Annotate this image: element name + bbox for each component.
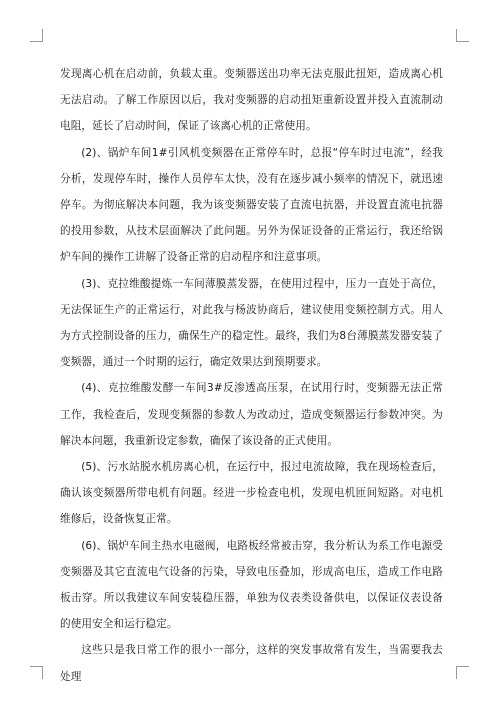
paragraph-item-6: (6)、锅炉车间主热水电磁阀，电路板经常被击穿，我分析认为系工作电源受变频器及其它直流电气设备的污染，导致电压叠加，形成高电压，造成工作电路板击穿。所以我建议车间安装稳压器，单独为仪表类设备供电，以保证仪表设备的使用安全和运行稳定。 [60,539,443,631]
paragraph-continuation: 发现离心机在启动前，负载太重。变频器送出功率无法克服此扭矩，造成离心机无法启动。了解工作原因以后，我对变频器的启动扭矩重新设置并投入直流制动电阻，延长了启动时间，保证了该离心机的正常使用。 [60,68,443,133]
paragraph-closing: 这些只是我日常工作的很小一部分，这样的突发事故常有发生，当需要我去处理 [60,644,443,683]
paragraph-item-3: (3)、克拉维酸提炼一车间薄膜蒸发器，在使用过程中，压力一直处于高位，无法保证生产的正常运行，对此我与杨波协商后，建议使用变频控制方式。用人为方式控制设备的压力，确保生产的稳定性。最终，我们为8台薄膜蒸发器安装了变频器，通过一个时期的运行，确定效果达到预期要求。 [60,277,443,369]
paragraph-item-4: (4)、克拉维酸发酵一车间3#反渗透高压泵，在试用行时，变频器无法正常工作，我检查后，发现变频器的参数人为改动过，造成变频器运行参数冲突。为解决本问题，我重新设定参数，确保了该设备的正式使用。 [60,382,443,447]
document-body [60,61,443,690]
crop-mark-bottom-left [30,666,43,679]
crop-mark-bottom-right [456,666,469,679]
crop-mark-top-left [30,29,43,42]
crop-mark-top-right [456,29,469,42]
paragraph-item-2: (2)、锅炉车间1#引风机变频器在正常停车时，总报“停车时过电流”，经我分析，发现停车时，操作人员停车太快，没有在逐步减小频率的情况下，就迅速停车。为彻底解决本问题，我为该变频器安装了直流电抗器，并设置直流电抗器的投用参数，从技术层面解决了此问题。另外为保证设备的正常运行，我还给锅炉车间的操作工讲解了设备正常的启动程序和注意事项。 [60,146,443,264]
paragraph-item-5: (5)、污水站脱水机房离心机，在运行中，报过电流故障，我在现场检查后，确认该变频器所带电机有问题。经进一步检查电机，发现电机匝间短路。对电机维修后，设备恢复正常。 [60,461,443,526]
